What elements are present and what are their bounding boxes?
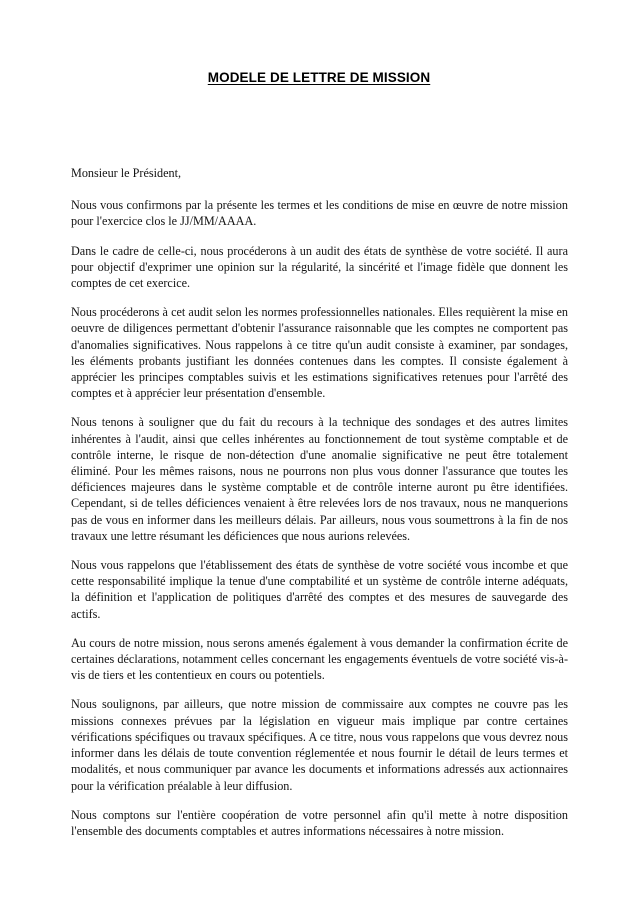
paragraph-4: Nous tenons à souligner que du fait du recours à la technique des sondages et des autres limites inhérentes à l'audit, ainsi que celles inhérentes au fonctionnement de tout système comptable et de contrôle interne, le risque de non-détection d'une anomalie significative ne peut être totalement éliminé. Pour les mêmes raisons, nous ne pourrons non plus vous donner l'assurance que toutes les déficiences majeures dans le système comptable et de contrôle interne auront pu être identifiées. Cependant, si de telles déficiences venaient à être relevées lors de nos travaux, nous ne manquerions pas de vous en informer dans les meilleurs délais. Par ailleurs, nous vous soumettrons à la fin de nos travaux une lettre résumant les déficiences que nous aurions relevées. [71, 415, 568, 543]
paragraph-3: Nous procéderons à cet audit selon les normes professionnelles nationales. Elles requièrent la mise en oeuvre de diligences permettant d'obtenir l'assurance raisonnable que les comptes ne comportent pas d'anomalies significatives. Nous rappelons à ce titre qu'un audit consiste à examiner, par sondages, les éléments probants justifiant les données contenues dans les comptes. Il consiste également à apprécier les principes comptables suivis et les estimations significatives retenues pour l'arrêté des comptes et à apprécier leur présentation d'ensemble. [71, 305, 568, 401]
letter-body [71, 165, 568, 839]
page-title [0, 70, 638, 85]
paragraph-2: Dans le cadre de celle-ci, nous procéderons à un audit des états de synthèse de votre société. Il aura pour objectif d'exprimer une opinion sur la régularité, la sincérité et l'image fidèle que donnent les comptes de cet exercice. [71, 243, 568, 291]
page-title-text: MODELE DE LETTRE DE MISSION [207, 70, 431, 85]
paragraph-1: Nous vous confirmons par la présente les termes et les conditions de mise en œuvre de notre mission pour l'exercice clos le JJ/MM/AAAA. [71, 198, 568, 229]
paragraph-6: Au cours de notre mission, nous serons amenés également à vous demander la confirmation écrite de certaines déclarations, notamment celles concernant les engagements éventuels de votre société vis-à-vis de tiers et les contentieux en cours ou potentiels. [71, 635, 568, 683]
paragraph-5: Nous vous rappelons que l'établissement des états de synthèse de votre société vous incombe et que cette responsabilité implique la tenue d'une comptabilité et un système de contrôle interne adéquats, la définition et l'application de politiques d'arrêté des comptes et des mesures de sauvegarde des actifs. [71, 558, 568, 621]
paragraph-8: Nous comptons sur l'entière coopération de votre personnel afin qu'il mette à notre disposition l'ensemble des documents comptables et autres informations nécessaires à notre mission. [71, 807, 568, 838]
salutation: Monsieur le Président, [71, 166, 182, 180]
paragraph-7: Nous soulignons, par ailleurs, que notre mission de commissaire aux comptes ne couvre pas les missions connexes prévues par la législation en vigueur mais implique par contre certaines vérifications spécifiques ou travaux spécifiques. A ce titre, nous vous rappelons que vous devrez nous informer dans les délais de toute convention réglementée et nous fournir le détail de leurs termes et modalités, et nous communiquer par avance les documents et informations adressés aux actionnaires pour la vérification préalable à leur diffusion. [71, 697, 568, 793]
